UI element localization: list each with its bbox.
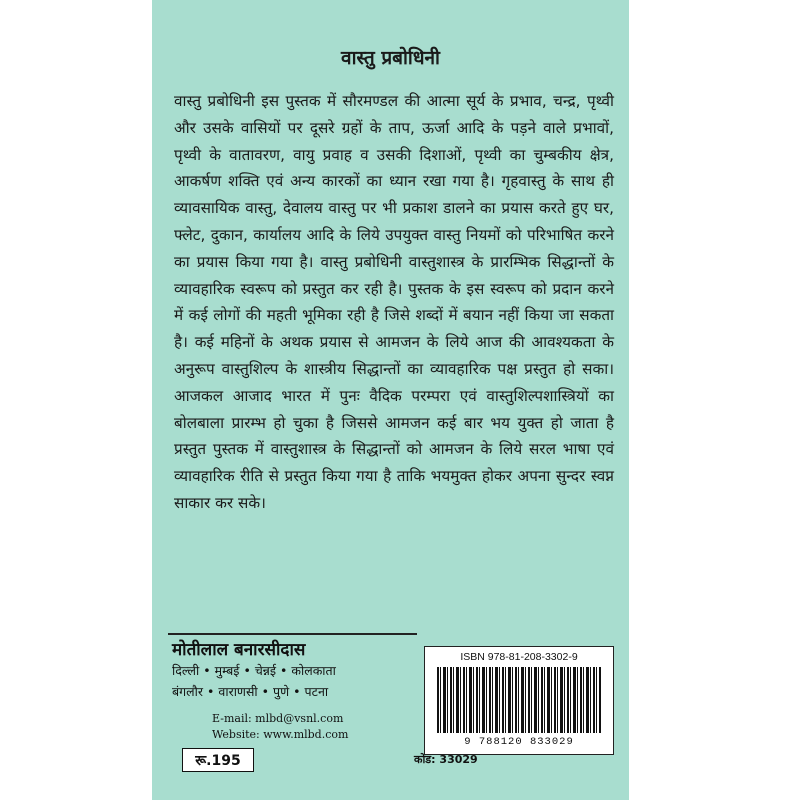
city: मुम्बई: [214, 663, 240, 678]
back-cover: [152, 0, 629, 800]
separator: •: [243, 663, 251, 678]
barcode-bars: [437, 667, 601, 733]
cities-row-2: [172, 683, 328, 700]
isbn-label: ISBN 978-81-208-3302-9: [460, 651, 578, 663]
separator: •: [261, 684, 270, 699]
separator: •: [280, 663, 288, 678]
price-tag: रू.195: [182, 748, 254, 772]
city: पुणे: [273, 684, 290, 699]
barcode: [424, 646, 614, 755]
city: वाराणसी: [218, 684, 258, 699]
city: कोलकाता: [291, 663, 336, 678]
product-code: कोड: 33029: [414, 753, 478, 766]
separator: •: [207, 684, 215, 699]
publisher-website: Website: www.mlbd.com: [212, 728, 349, 741]
publisher-divider: [168, 633, 417, 635]
book-description: वास्तु प्रबोधिनी इस पुस्तक में सौरमण्डल की आत्मा सूर्य के प्रभाव, चन्द्र, पृथ्वी और उसके वासियों पर दूसरे ग्रहों के ताप, ऊर्जा आदि के पड़ने वाले प्रभावों, पृथ्वी के वातावरण, वायु प्रवाह व उसकी दिशाओं, पृथ्वी का चुम्बकीय क्षेत्र, आकर्षण शक्ति एवं अन्य कारकों का ध्यान रखा गया है। गृहवास्तु के साथ ही व्यावसायिक वास्तु, देवालय वास्तु पर भी प्रकाश डालने का प्रयास करते हुए घर, फ्लेट, दुकान, कार्यालय आदि के लिये उपयुक्त वास्तु नियमों को परिभाषित करने का प्रयास किया गया है। वास्तु प्रबोधिनी वास्तुशास्त्र के प्रारम्भिक सिद्धान्तों के व्यावहारिक स्वरूप को प्रस्तुत कर रही है। पुस्तक के इस स्वरूप को प्रदान करने में कई लोगों की महती भूमिका रही है जिसे शब्दों में बयान नहीं किया जा सकता है। कई महिनों के अथक प्रयास से आमजन के लिये आज की आवश्यकता के अनुरूप वास्तुशिल्प के शास्त्रीय सिद्धान्तों का व्यावहारिक पक्ष प्रस्तुत हो सका। आजकल आजाद भारत में पुनः वैदिक परम्परा एवं वास्तुशिल्पशास्त्रियों का बोलबाला प्रारम्भ हो चुका है जिससे आमजन कई बार भय युक्त हो जाता है प्रस्तुत पुस्तक में वास्तुशास्त्र के सिद्धान्तों को आमजन के लिये सरल भाषा एवं व्यावहारिक रीति से प्रस्तुत किया गया है ताकि भयमुक्त होकर अपना सुन्दर स्वप्न साकार कर सके।: [174, 92, 614, 512]
publisher-name: मोतीलाल बनारसीदास: [172, 640, 306, 660]
publisher-email: E-mail: mlbd@vsnl.com: [212, 712, 344, 725]
city: दिल्ली: [172, 663, 200, 678]
separator: •: [203, 663, 211, 678]
book-title: वास्तु प्रबोधिनी: [341, 47, 440, 69]
barcode-digits: 9 788120 833029: [464, 736, 574, 748]
city: चेन्नई: [254, 663, 277, 678]
separator: •: [293, 684, 301, 699]
cities-row-1: [172, 662, 336, 679]
city: बंगलौर: [172, 684, 204, 699]
city: पटना: [304, 684, 329, 699]
